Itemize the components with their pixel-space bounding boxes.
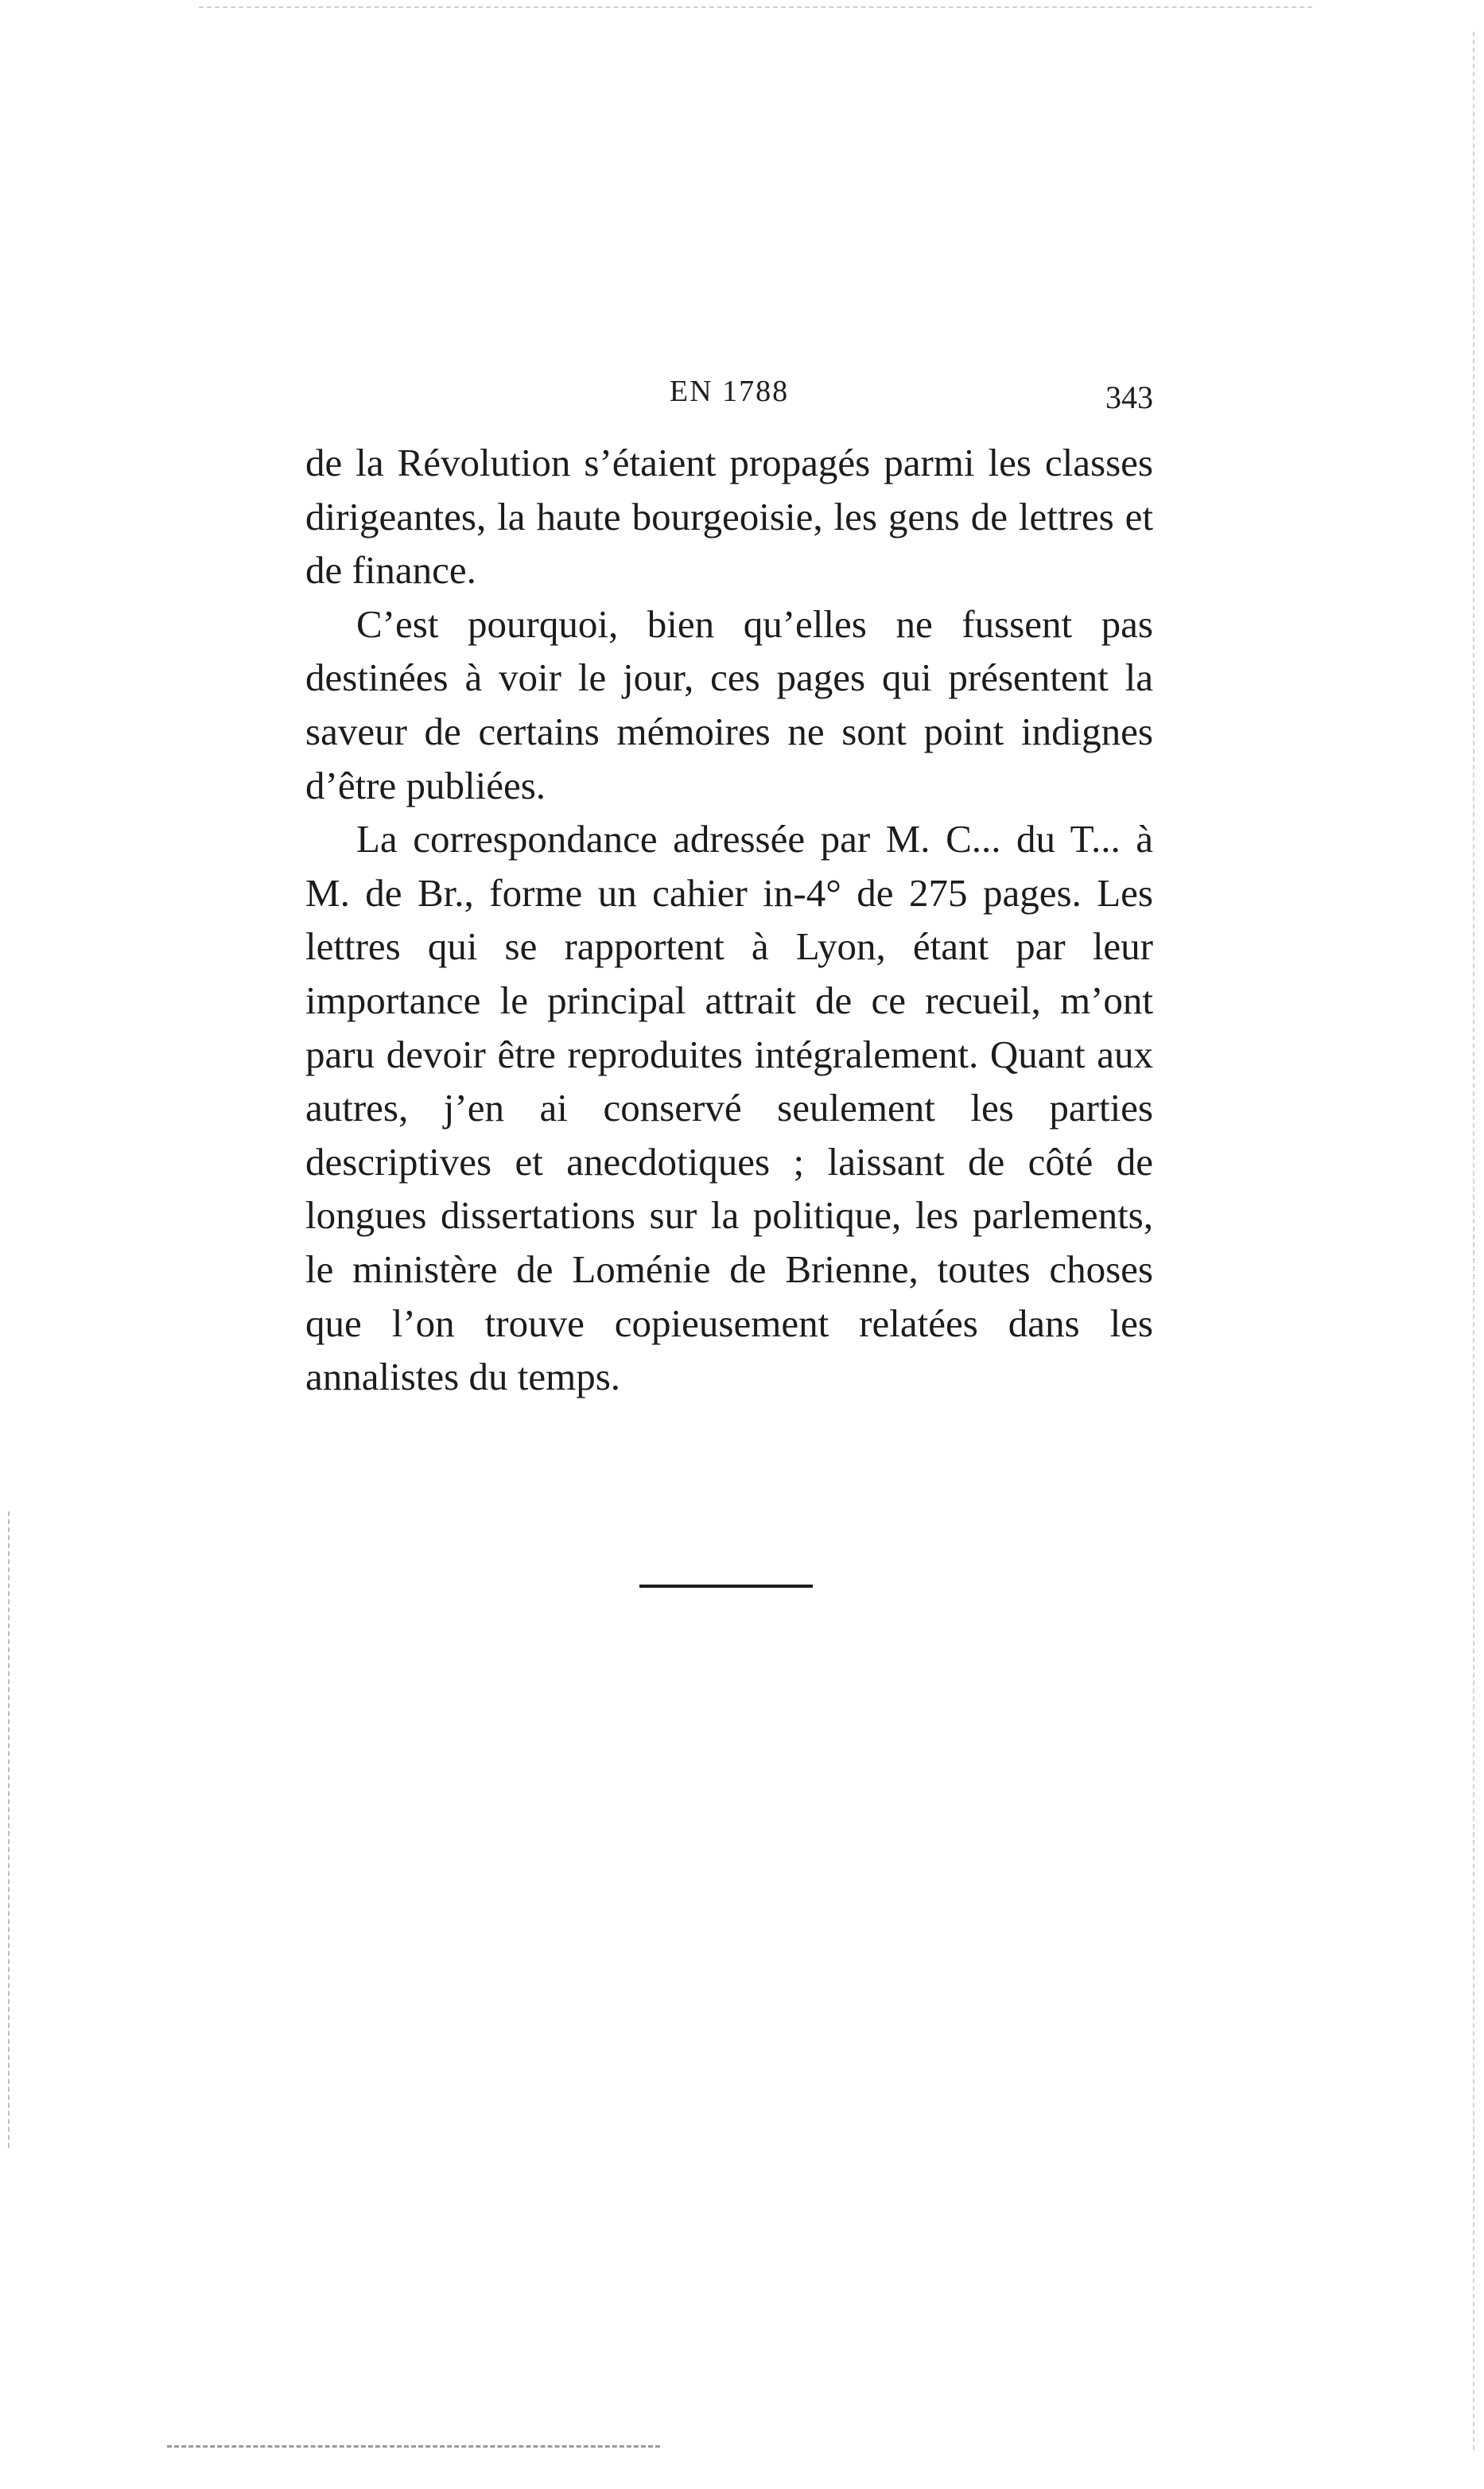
scan-edge-top — [199, 6, 1312, 8]
paragraph: C’est pourquoi, bien qu’elles ne fussent pas destinées à voir le jour, ces pages qui présentent la saveur de certains mémoires ne sont point indignes d’être publiées. — [305, 601, 1153, 807]
scan-edge-left — [8, 1511, 10, 2148]
page-number: 343 — [1105, 379, 1153, 415]
paragraph: La correspondance adressée par M. C... du T... à M. de Br., forme un cahier in-4° de 275 pages. Les lettres qui se rapportent à Lyon, étant par leur importance le principal attrait de ce recueil, m’ont paru devoir être reproduites intégralement. Quant aux autres, j’en ai conservé seulement les parties descriptives et anecdotiques ; laissant de côté de longues dissertations sur la politique, les parlements, le ministère de Loménie de Brienne, toutes choses que l’on trouve copieusement relatées dans les annalistes du temps. — [305, 817, 1153, 1399]
body-text — [305, 436, 1153, 1404]
paragraph-continued: de la Révolution s’étaient propagés parmi les classes dirigeantes, la haute bourgeoisie, les gens de lettres et de finance. — [305, 441, 1153, 593]
section-end-rule — [639, 1585, 813, 1588]
scan-edge-right — [1473, 32, 1474, 2450]
page-header — [305, 374, 1153, 422]
running-head: EN 1788 — [669, 375, 790, 408]
scan-edge-bottom — [167, 2445, 660, 2448]
